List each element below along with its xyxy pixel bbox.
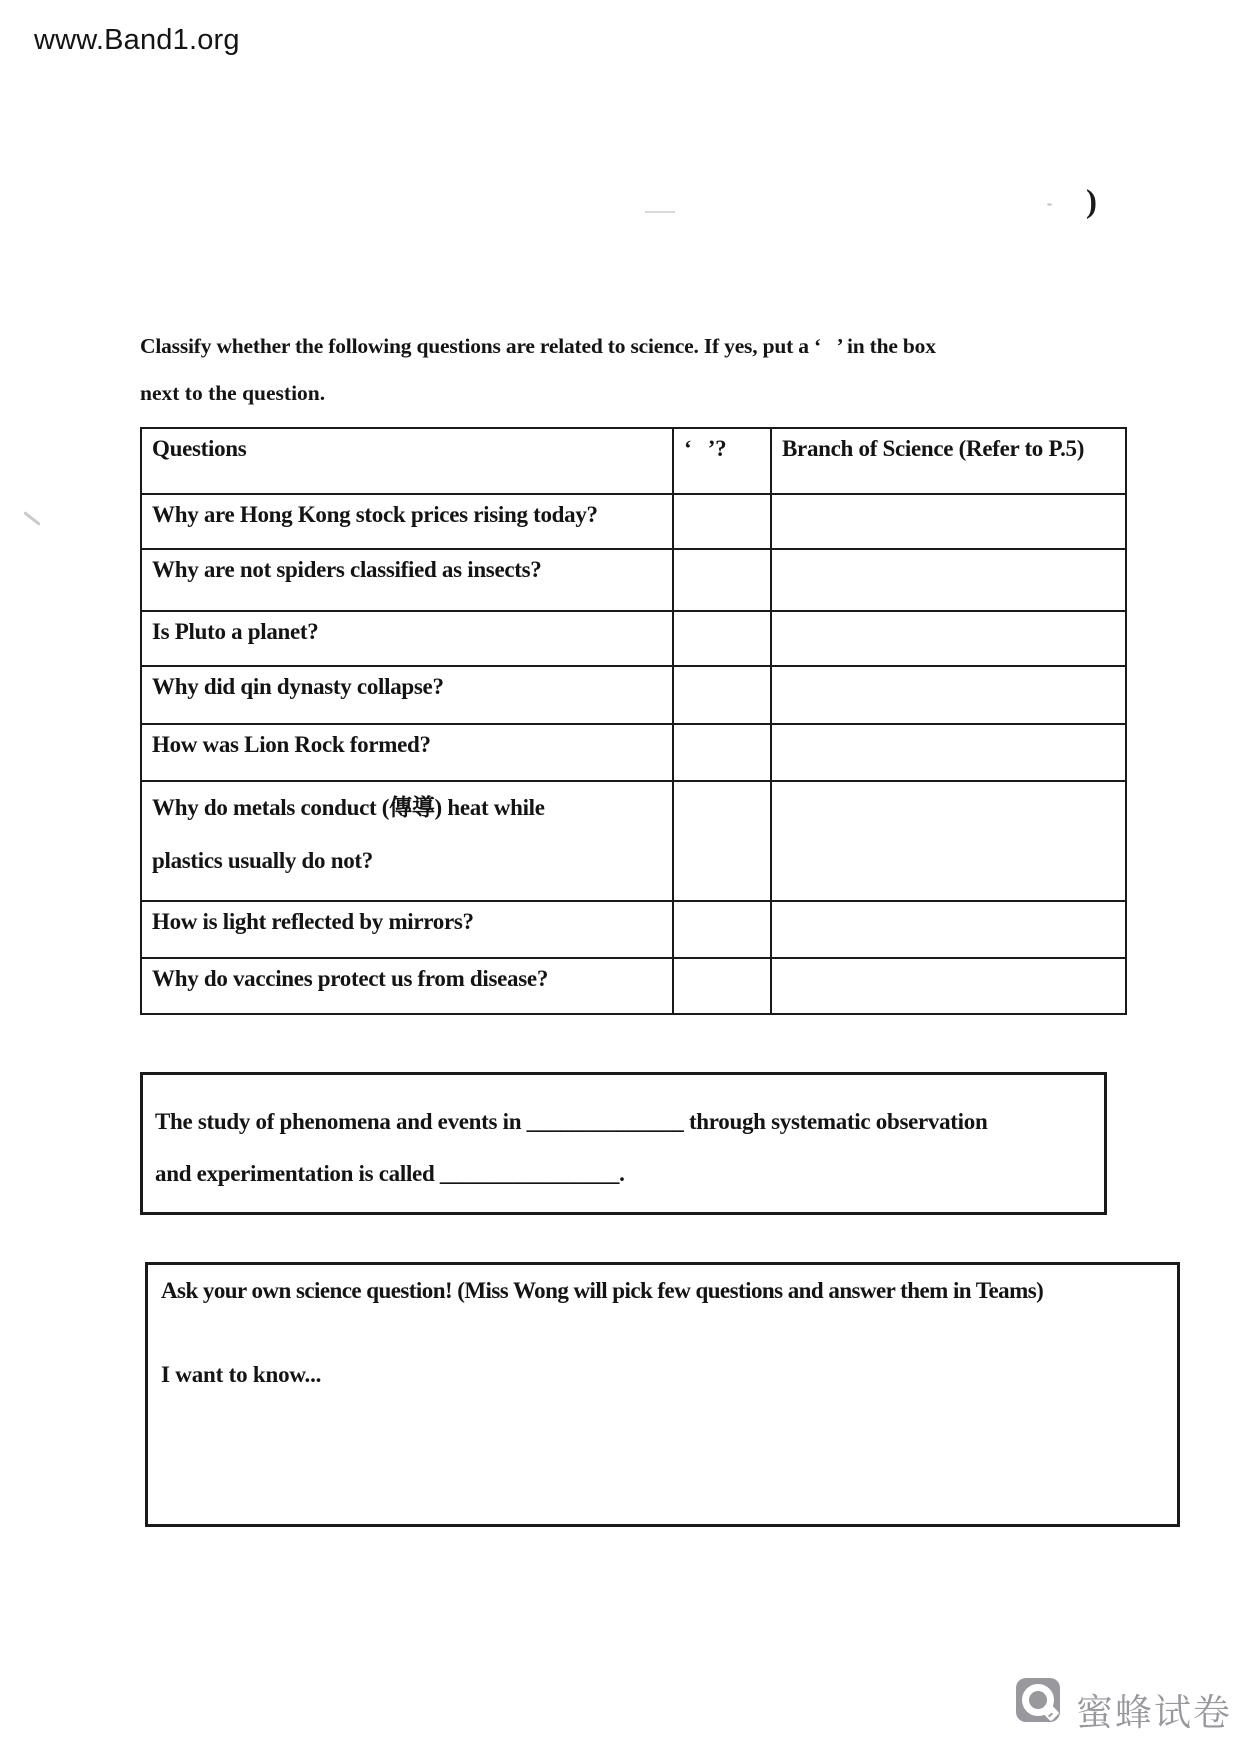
tick-cell [673, 666, 771, 724]
tick-cell [673, 781, 771, 901]
blank-underline: ______________ [526, 1109, 684, 1134]
blank-underline: ________________ [439, 1161, 620, 1186]
bee-paper-logo-text: 蜜蜂试卷 [1076, 1692, 1232, 1733]
question-cell: How is light reflected by mirrors? [141, 901, 673, 958]
branch-cell [771, 666, 1126, 724]
question-cell: Why do metals conduct (傳導) heat while plastics usually do not? [141, 781, 673, 901]
instructions-line-1: Classify whether the following questions are related to science. If yes, put a ‘ ’ in the box [140, 334, 936, 358]
question-cell: How was Lion Rock formed? [141, 724, 673, 781]
branch-cell [771, 494, 1126, 549]
header-branch-of-science: Branch of Science (Refer to P.5) [771, 428, 1126, 494]
branch-cell [771, 611, 1126, 666]
branch-cell [771, 958, 1126, 1014]
question-cell: Why did qin dynasty collapse? [141, 666, 673, 724]
ask-box-prompt: I want to know... [161, 1362, 322, 1387]
fill-in-definition-box [140, 1072, 1107, 1215]
table-row [141, 549, 1126, 611]
table-row [141, 724, 1126, 781]
table-row [141, 666, 1126, 724]
branch-cell [771, 901, 1126, 958]
table-row [141, 901, 1126, 958]
tick-cell [673, 611, 771, 666]
scan-artifact-curve [23, 511, 41, 526]
table-row [141, 494, 1126, 549]
header-tick-box: ‘ ’? [673, 428, 771, 494]
bee-paper-logo-icon [1016, 1678, 1060, 1722]
scan-artifact-dot [1047, 203, 1052, 206]
ask-box-heading: Ask your own science question! (Miss Wong will pick few questions and answer them in Teams) [161, 1278, 1044, 1303]
tick-cell [673, 549, 771, 611]
branch-cell [771, 724, 1126, 781]
question-cell: Why are not spiders classified as insects? [141, 549, 673, 611]
tick-cell [673, 724, 771, 781]
stray-paren-mark: ) [1086, 184, 1097, 220]
fill-in-line-2: and experimentation is called ________________. [155, 1161, 625, 1186]
table-row [141, 958, 1126, 1014]
instructions-line-2: next to the question. [140, 381, 326, 405]
header-questions: Questions [141, 428, 673, 494]
question-cell: Is Pluto a planet? [141, 611, 673, 666]
tick-cell [673, 958, 771, 1014]
table-row [141, 611, 1126, 666]
scan-artifact-dash [645, 211, 675, 213]
question-cell: Why do vaccines protect us from disease? [141, 958, 673, 1014]
science-questions-table [140, 427, 1127, 1015]
branch-cell [771, 549, 1126, 611]
tick-cell [673, 494, 771, 549]
table-row [141, 781, 1126, 901]
watermark-url: www.Band1.org [34, 24, 240, 56]
tick-cell [673, 901, 771, 958]
question-cell: Why are Hong Kong stock prices rising today? [141, 494, 673, 549]
table-header-row [141, 428, 1126, 494]
ask-your-own-question-box [145, 1262, 1180, 1527]
fill-in-line-1: The study of phenomena and events in ______________ through systematic observation [155, 1109, 988, 1134]
branch-cell [771, 781, 1126, 901]
